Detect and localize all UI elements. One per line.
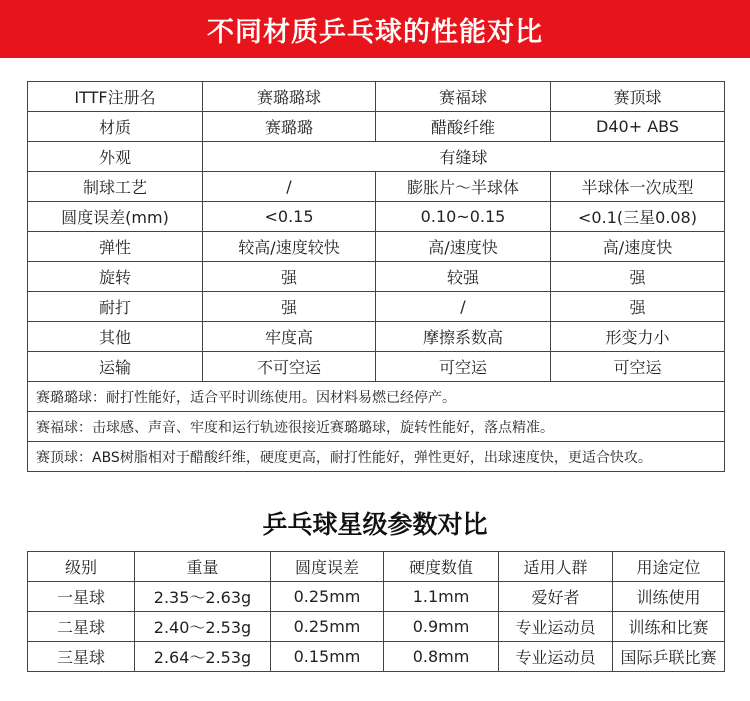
table-cell: 半球体一次成型 <box>551 172 725 202</box>
table-cell: 膨胀片～半球体 <box>376 172 551 202</box>
table-row <box>28 582 725 612</box>
table-cell: 1.1mm <box>384 582 499 612</box>
table-cell: 2.40～2.53g <box>135 612 271 642</box>
note-text: 赛璐璐球：耐打性能好，适合平时训练使用。因材料易燃已经停产。 <box>28 382 725 412</box>
table-cell: 爱好者 <box>499 582 613 612</box>
table-cell: 0.10~0.15 <box>376 202 551 232</box>
note-row <box>28 412 725 442</box>
table-row <box>28 262 725 292</box>
section-title: 乒乓球星级参数对比 <box>262 510 488 539</box>
table-row <box>28 202 725 232</box>
table-cell: 2.64～2.53g <box>135 642 271 672</box>
table-cell: 摩擦系数高 <box>376 322 551 352</box>
header-cell: ITTF注册名 <box>28 82 203 112</box>
table-cell: 不可空运 <box>203 352 376 382</box>
table-cell: 强 <box>551 262 725 292</box>
table-cell: 强 <box>203 292 376 322</box>
table-row <box>28 642 725 672</box>
table-cell: 可空运 <box>551 352 725 382</box>
note-text: 赛福球：击球感、声音、牢度和运行轨迹很接近赛璐璐球，旋转性能好，落点精准。 <box>28 412 725 442</box>
title-banner <box>0 0 750 58</box>
table-cell: 0.25mm <box>271 582 384 612</box>
table-header-row <box>28 552 725 582</box>
note-row <box>28 382 725 412</box>
row-label: 其他 <box>28 322 203 352</box>
row-label: 耐打 <box>28 292 203 322</box>
table-cell: 牢度高 <box>203 322 376 352</box>
header-cell: 圆度误差 <box>271 552 384 582</box>
table-cell: 专业运动员 <box>499 612 613 642</box>
table-cell: <0.15 <box>203 202 376 232</box>
row-label: 旋转 <box>28 262 203 292</box>
page-title: 不同材质乒乓球的性能对比 <box>207 17 543 48</box>
table-cell: 赛璐璐 <box>203 112 376 142</box>
row-label: 弹性 <box>28 232 203 262</box>
table-row <box>28 142 725 172</box>
star-grade-table <box>27 551 725 672</box>
header-cell: 重量 <box>135 552 271 582</box>
table-cell: 2.35～2.63g <box>135 582 271 612</box>
table-cell: 较强 <box>376 262 551 292</box>
table-cell: 可空运 <box>376 352 551 382</box>
row-label: 材质 <box>28 112 203 142</box>
table-cell: 二星球 <box>28 612 135 642</box>
table-cell: 0.8mm <box>384 642 499 672</box>
table-row <box>28 292 725 322</box>
table-cell: D40+ ABS <box>551 112 725 142</box>
header-cell: 用途定位 <box>613 552 725 582</box>
table-cell: 形变力小 <box>551 322 725 352</box>
header-cell: 硬度数值 <box>384 552 499 582</box>
material-comparison-table <box>27 81 725 472</box>
note-text: 赛顶球：ABS树脂相对于醋酸纤维，硬度更高，耐打性能好，弹性更好，出球速度快，更适合快攻。 <box>28 442 725 472</box>
table-cell: 0.25mm <box>271 612 384 642</box>
row-label: 外观 <box>28 142 203 172</box>
table-row <box>28 232 725 262</box>
row-label: 圆度误差(mm) <box>28 202 203 232</box>
table-cell: 醋酸纤维 <box>376 112 551 142</box>
header-cell: 赛璐璐球 <box>203 82 376 112</box>
header-cell: 赛顶球 <box>551 82 725 112</box>
table-cell: 有缝球 <box>203 142 725 172</box>
table-row <box>28 612 725 642</box>
note-row <box>28 442 725 472</box>
table-cell: 一星球 <box>28 582 135 612</box>
row-label: 制球工艺 <box>28 172 203 202</box>
table-header-row <box>28 82 725 112</box>
table-cell: 较高/速度较快 <box>203 232 376 262</box>
table-cell: / <box>376 292 551 322</box>
table-cell: 0.9mm <box>384 612 499 642</box>
table-cell: / <box>203 172 376 202</box>
table-cell: 0.15mm <box>271 642 384 672</box>
header-cell: 级别 <box>28 552 135 582</box>
table-cell: 强 <box>203 262 376 292</box>
table-cell: 三星球 <box>28 642 135 672</box>
table-cell: 专业运动员 <box>499 642 613 672</box>
row-label: 运输 <box>28 352 203 382</box>
table-cell: 训练和比赛 <box>613 612 725 642</box>
table-cell: 强 <box>551 292 725 322</box>
table-cell: <0.1(三星0.08) <box>551 202 725 232</box>
header-cell: 赛福球 <box>376 82 551 112</box>
header-cell: 适用人群 <box>499 552 613 582</box>
table-row <box>28 112 725 142</box>
table-cell: 高/速度快 <box>376 232 551 262</box>
table-row <box>28 172 725 202</box>
table-cell: 训练使用 <box>613 582 725 612</box>
table-cell: 国际乒联比赛 <box>613 642 725 672</box>
table-row <box>28 322 725 352</box>
table-row <box>28 352 725 382</box>
table-cell: 高/速度快 <box>551 232 725 262</box>
